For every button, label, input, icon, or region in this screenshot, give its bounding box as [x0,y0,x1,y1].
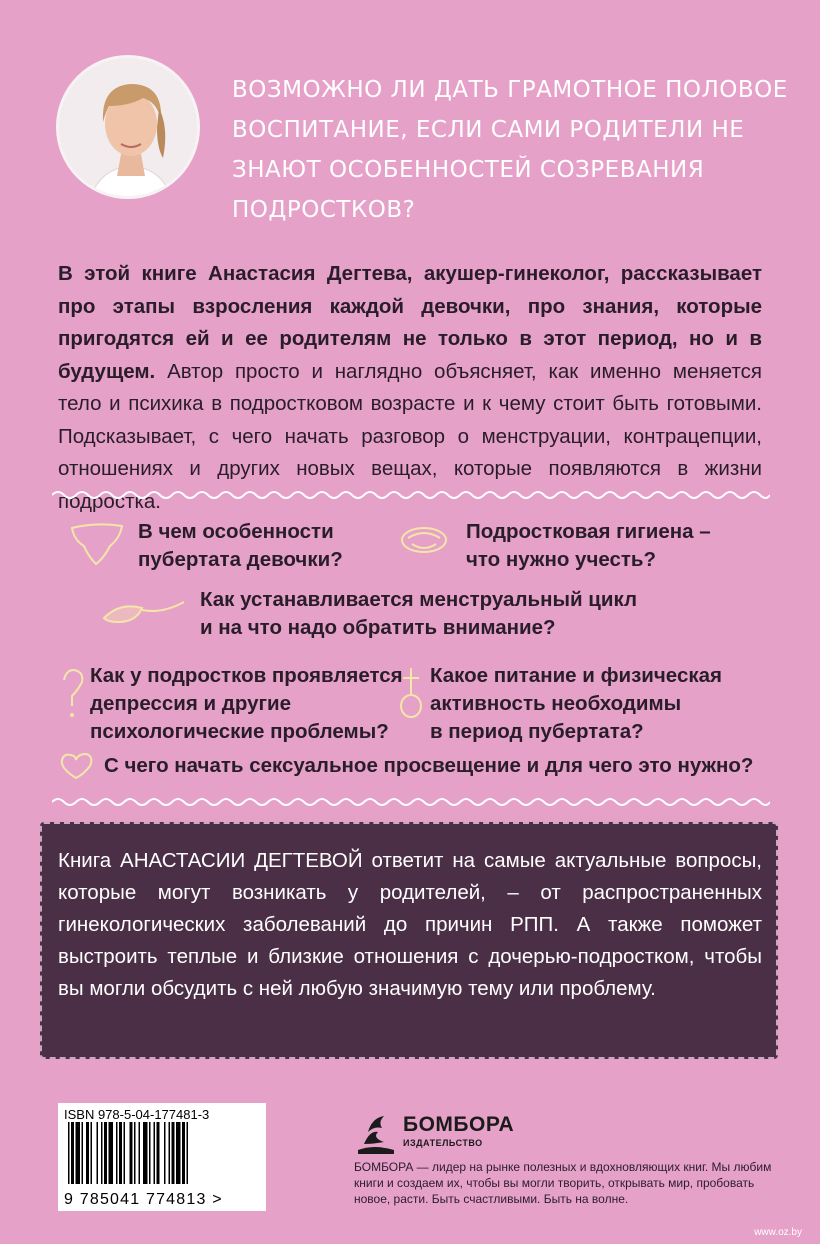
barcode-digits: 9 785041 774813 > [64,1191,223,1208]
question-line: Подростковая гигиена – [466,520,711,543]
publisher-name: БОМБОРА [403,1113,515,1136]
publisher-subtitle: ИЗДАТЕЛЬСТВО [403,1138,483,1148]
hygiene-icon [398,516,450,560]
question-depression [90,662,403,746]
question-line: что нужно учесть? [466,548,657,571]
venus-symbol-icon [396,662,426,722]
question-line: активность необходимы [430,692,682,715]
barcode [58,1103,266,1211]
question-hygiene [466,518,711,574]
author-photo [56,55,200,199]
underwear-icon [66,518,128,568]
question-nutrition [430,662,722,746]
question-line: Как устанавливается менструальный цикл [200,588,638,611]
isbn: ISBN 978-5-04-177481-3 [64,1107,210,1122]
summary-text: Книга АНАСТАСИИ ДЕГТЕВОЙ ответит на самые актуальные вопросы, которые могут возникать у родителей, – от распространенных гинекологических заболеваний до причин РПП. А также поможет выстроить теплые и близкие отношения с дочерью-подростком, чтобы вы могли обсудить с ней любую значимую тему или проблему. [58,849,762,1000]
watermark: www.oz.by [754,1227,802,1238]
question-sex-education [104,752,753,780]
headline: ВОЗМОЖНО ЛИ ДАТЬ ГРАМОТНОЕ ПОЛОВОЕ ВОСПИТАНИЕ, ЕСЛИ САМИ РОДИТЕЛИ НЕ ЗНАЮТ ОСОБЕННОСТЕЙ СОЗРЕВАНИЯ ПОДРОСТКОВ? [232,77,788,223]
question-line: Какое питание и физическая [430,664,722,687]
heart-icon [56,750,96,782]
bombora-logo-icon [354,1110,400,1156]
question-line: С чего начать сексуальное просвещение и для чего это нужно? [104,754,754,777]
intro-bold: В этой книге Анастасия Дегтева, акушер-гинеколог, рассказывает про этапы взросления каждой девочки, про знания, которые пригодятся ей и ее родителям не только в этот период, но и в будущем. [58,262,762,383]
question-line: и на что надо обратить внимание? [200,616,556,639]
question-line: В чем особенности [138,520,334,543]
question-mark-icon [58,666,88,722]
question-puberty [138,518,343,574]
question-line: депрессия и другие [90,692,292,715]
question-line: психологические проблемы? [90,720,389,743]
barcode-bars [64,1122,260,1184]
intro-regular: Автор просто и наглядно объясняет, как именно меняется тело и психика в подростковом возрасте и к чему стоит быть готовыми. Подсказывает, с чего начать разговор о менструации, контрацепции, отношениях и других новых вещах, которые появляются в жизни подростка. [58,359,762,513]
wave-divider-top [52,488,770,502]
question-menstrual-cycle [200,586,637,642]
publisher-description: БОМБОРА — лидер на рынке полезных и вдохновляющих книг. Мы любим книги и создаем их, чтобы вы могли творить, открывать мир, пробовать новое, расти. Быть счастливыми. Быть на волне. [354,1160,772,1206]
question-line: Как у подростков проявляется [90,664,403,687]
question-line: в период пубертата? [430,720,644,743]
tampon-icon [100,596,188,626]
question-line: пубертата девочки? [138,548,343,571]
wave-divider-bottom [52,795,770,809]
intro-paragraph [58,258,762,518]
